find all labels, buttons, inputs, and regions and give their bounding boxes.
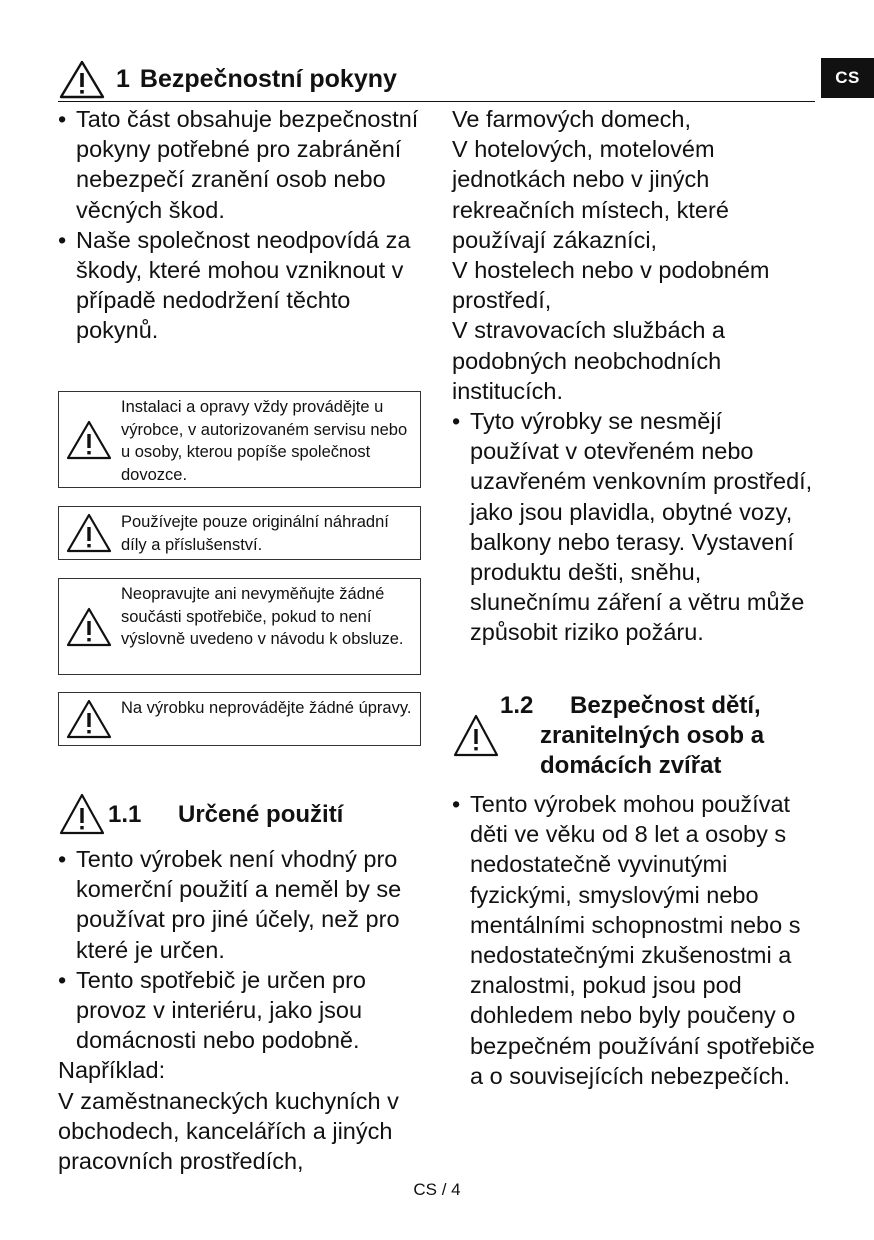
left-intro-bullets <box>58 104 428 346</box>
list-item: • Tento výrobek mohou používat děti ve věku od 8 let a osoby s nedostatečně vyvinutými fyzickými, smyslovými nebo mentálními schopnostmi nebo s nedostatečnými zkušenostmi a znalostmi, pokud jsou pod dohledem nebo byly poučeny o bezpečném používání spotřebiče a o souvisejících nebezpečích. <box>452 791 815 1089</box>
section-number: 1.1 <box>108 801 142 828</box>
warning-text: Používejte pouze originální náhradní díly a příslušenství. <box>121 513 389 554</box>
warning-triangle-icon <box>58 792 106 836</box>
page-number: CS / 4 <box>413 1180 461 1199</box>
language-tab: CS <box>821 58 874 98</box>
page-heading <box>58 58 397 100</box>
warning-box-original-parts <box>58 506 421 560</box>
usage-line: V hotelových, motelovém jednotkách nebo v jiných rekreačních místech, které používají zákazníci, <box>452 136 729 253</box>
section-1-1-heading <box>58 792 343 836</box>
section-number: 1.2 <box>500 692 534 719</box>
section-1-2-heading <box>452 691 814 781</box>
warning-box-no-repair <box>58 578 421 675</box>
example-text: V zaměstnaneckých kuchyních v obchodech, kancelářích a jiných pracovních prostředích, <box>58 1087 399 1175</box>
list-item: • Tato část obsahuje bezpečnostní pokyny potřebné pro zabránění nebezpečí zranění osob nebo věcných škod. <box>58 106 419 223</box>
list-item: • Tyto výrobky se nesmějí používat v otevřeném nebo uzavřeném venkovním prostředí, jako jsou plavidla, obytné vozy, balkony nebo terasy. Vystavení produktu dešti, sněhu, slunečnímu záření a větru může způsobit riziko požáru. <box>452 408 813 646</box>
list-item: • Tento spotřebič je určen pro provoz v interiéru, jako jsou domácnosti nebo podobně. <box>58 966 366 1054</box>
warning-text: Neopravujte ani nevyměňujte žádné součásti spotřebiče, pokud to není výslovně uvedeno v návodu k obsluze. <box>121 585 404 648</box>
warning-triangle-icon <box>65 606 113 648</box>
section-1-2-body <box>452 789 817 1091</box>
usage-line: V hostelech nebo v podobném prostředí, <box>452 257 770 314</box>
warning-triangle-icon <box>452 713 500 759</box>
warning-text: Instalaci a opravy vždy provádějte u výrobce, v autorizovaném servisu nebo u osoby, kterou popíše společnost dovozce. <box>121 398 408 484</box>
example-label: Například: <box>58 1057 166 1084</box>
right-usage-list <box>452 104 817 648</box>
heading-rule <box>58 101 815 102</box>
heading-title: Bezpečnostní pokyny <box>139 64 397 93</box>
warning-box-no-modifications <box>58 692 421 746</box>
warning-triangle-icon <box>65 512 113 554</box>
warning-triangle-icon <box>65 698 113 740</box>
list-item: • Naše společnost neodpovídá za škody, které mohou vzniknout v případě nedodržení těchto pokynů. <box>58 226 411 344</box>
warning-box-installation <box>58 391 421 488</box>
warning-triangle-icon <box>58 59 106 99</box>
warning-triangle-icon <box>65 419 113 461</box>
usage-line: Ve farmových domech, <box>452 106 692 132</box>
heading-number: 1 <box>116 64 130 93</box>
list-item: • Tento výrobek není vhodný pro komerční použití a neměl by se používat pro jiné účely, než pro které je určen. <box>58 846 402 963</box>
section-title: Určené použití <box>178 801 344 828</box>
usage-line: V stravovacích službách a podobných neobchodních institucích. <box>452 317 725 404</box>
section-1-1-body <box>58 844 428 1176</box>
warning-text: Na výrobku neprovádějte žádné úpravy. <box>121 699 412 717</box>
section-title: Bezpečnost dětí, zranitelných osob a domácích zvířat <box>540 692 765 779</box>
